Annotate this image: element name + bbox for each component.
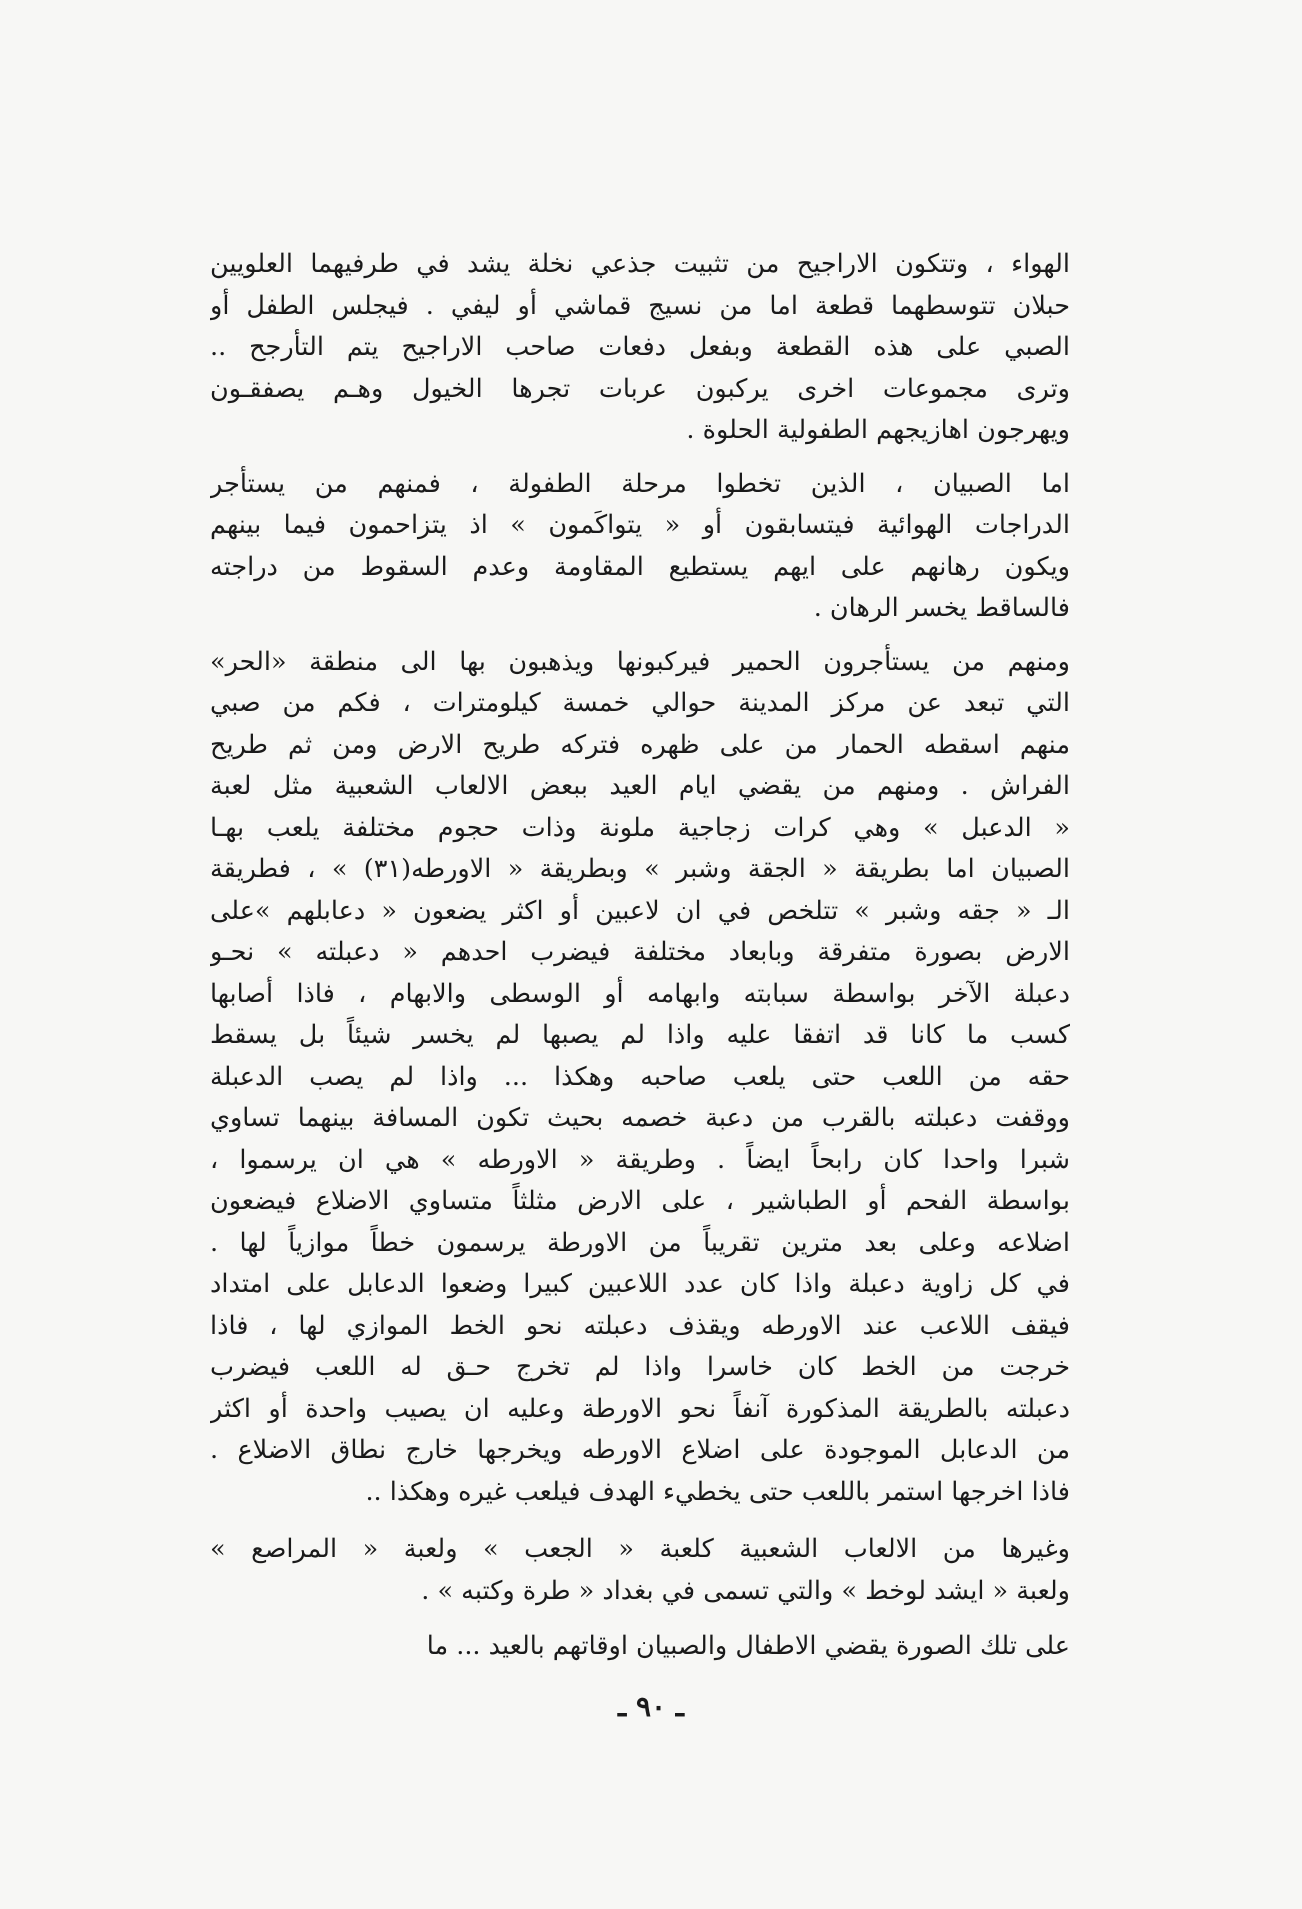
paragraph-other-games: [210, 1529, 1070, 1612]
text-line: الفراش . ومنهم من يقضي ايام العيد ببعض الالعاب الشعبية مثل لعبة: [210, 771, 1070, 801]
text-line: ولعبة « ايشد لوخط » والتي تسمى في بغداد « طرة وكتبه » .: [421, 1575, 1070, 1606]
text-line: الارض بصورة متفرقة وبابعاد مختلفة فيضرب احدهم « دعبلته » نحـو: [210, 937, 1070, 967]
paragraph-bicycles: [210, 464, 1070, 630]
body-text: [210, 244, 1070, 1668]
text-line: بواسطة الفحم أو الطباشير ، على الارض مثلثاً متساوي الاضلاع فيضعون: [210, 1186, 1070, 1216]
text-line: وغيرها من الالعاب الشعبية كلعبة « الجعب » ولعبة « المراصع »: [210, 1534, 1070, 1564]
text-line: على تلك الصورة يقضي الاطفال والصبيان اوقاتهم بالعيد ... ما: [426, 1631, 1070, 1661]
page-number: ـ ٩٠ ـ: [618, 1690, 684, 1723]
paragraph-swings: [210, 244, 1070, 452]
text-line: الدراجات الهوائية فيتسابقون أو « يتواكَمون » اذ يتزاحمون فيما بينهم: [210, 510, 1070, 540]
text-line: ويكون رهانهم على ايهم يستطيع المقاومة وعدم السقوط من دراجته: [210, 551, 1070, 582]
text-line: الـ « جقه وشبر » تتلخص في ان لاعبين أو اكثر يضعون « دعابلهم »على: [210, 895, 1070, 926]
text-line: منهم اسقطه الحمار من على ظهره فتركه طريح الارض ومن ثم طريح: [210, 729, 1070, 760]
text-line: كسب ما كانا قد اتفقا عليه واذا لم يصبها لم يخسر شيئاً بل يسقط: [210, 1020, 1070, 1050]
text-line: في كل زاوية دعبلة واذا كان عدد اللاعبين كبيرا وضعوا الدعابل على امتداد: [210, 1269, 1070, 1299]
text-line: دعبلة الآخر بواسطة سبابته وابهامه أو الوسطى والابهام ، فاذا أصابها: [210, 978, 1070, 1009]
text-line: شبرا واحدا كان رابحاً ايضاً . وطريقة « الاورطه » هي ان يرسموا ،: [210, 1144, 1070, 1175]
text-line: ويهرجون اهازيجهم الطفولية الحلوة .: [686, 415, 1070, 445]
text-line: فيقف اللاعب عند الاورطه ويقذف دعبلته نحو الخط الموازي لها ، فاذا: [210, 1310, 1070, 1341]
text-line: ومنهم من يستأجرون الحمير فيركبونها ويذهبون بها الى منطقة «الحر»: [210, 646, 1070, 677]
paragraph-marbles: [210, 642, 1070, 1514]
text-line: الصبي على هذه القطعة وبفعل دفعات صاحب الاراجيح يتم التأرجح ..: [210, 332, 1070, 362]
text-line: ووقفت دعبلته بالقرب من دعبة خصمه بحيث تكون المسافة بينهما تساوي: [210, 1103, 1070, 1133]
text-line: « الدعبل » وهي كرات زجاجية ملونة وذات حجوم مختلفة يلعب بهـا: [210, 812, 1070, 843]
text-line: اضلاعه وعلى بعد مترين تقريباً من الاورطة يرسمون خطاً موازياً لها .: [210, 1227, 1070, 1258]
text-line: الصبيان اما بطريقة « الجقة وشبر » وبطريقة « الاورطه(٣١) » ، فطريقة: [210, 854, 1070, 884]
text-line: خرجت من الخط كان خاسرا واذا لم تخرج حـق له اللعب فيضرب: [210, 1352, 1070, 1382]
text-line: وترى مجموعات اخرى يركبون عربات تجرها الخيول وهـم يصفقـون: [210, 373, 1070, 404]
text-line: اما الصبيان ، الذين تخطوا مرحلة الطفولة ، فمنهم من يستأجر: [210, 468, 1070, 499]
text-line: فاذا اخرجها استمر باللعب حتى يخطيء الهدف فيلعب غيره وهكذا ..: [365, 1476, 1070, 1507]
text-line: من الدعابل الموجودة على اضلاع الاورطه ويخرجها خارج نطاق الاضلاع .: [210, 1435, 1070, 1465]
paragraph-closing: [210, 1626, 1070, 1668]
text-line: التي تبعد عن مركز المدينة حوالي خمسة كيلومترات ، فكم من صبي: [210, 688, 1070, 718]
text-line: فالساقط يخسر الرهان .: [813, 593, 1070, 623]
text-line: حقه من اللعب حتى يلعب صاحبه وهكذا ... واذا لم يصب الدعبلة: [210, 1061, 1070, 1092]
text-line: دعبلته بالطريقة المذكورة آنفاً نحو الاورطة وعليه ان يصيب واحدة أو اكثر: [210, 1393, 1070, 1424]
text-line: الهواء ، وتتكون الاراجيح من تثبيت جذعي نخلة يشد في طرفيهما العلويين: [210, 249, 1070, 279]
text-line: حبلان تتوسطهما قطعة اما من نسيج قماشي أو ليفي . فيجلس الطفل أو: [210, 290, 1070, 321]
